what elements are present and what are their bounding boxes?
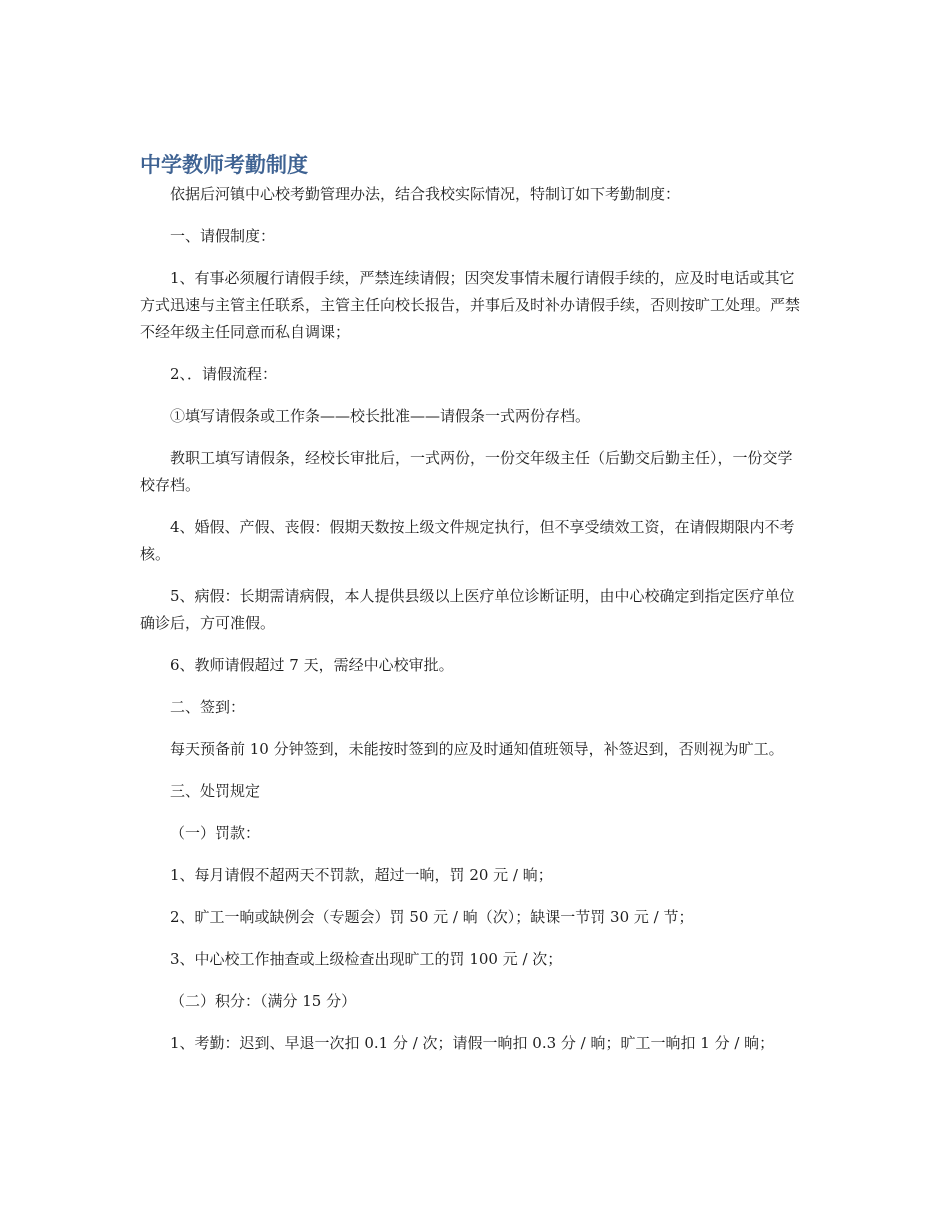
paragraph-leave-rule-5: 5、病假：长期需请病假，本人提供县级以上医疗单位诊断证明，由中心校确定到指定医疗单位确诊后，方可准假。 xyxy=(140,587,795,632)
paragraph-leave-note: 教职工填写请假条，经校长审批后，一式两份，一份交年级主任（后勤交后勤主任），一份交学校存档。 xyxy=(140,449,793,494)
section-heading-penalty: 三、处罚规定 xyxy=(170,782,261,800)
paragraph-intro: 依据后河镇中心校考勤管理办法，结合我校实际情况，特制订如下考勤制度： xyxy=(170,185,681,203)
paragraph-leave-rule-1: 1、有事必须履行请假手续，严禁连续请假；因突发事情未履行请假手续的，应及时电话或其它方式迅速与主管主任联系，主管主任向校长报告，并事后及时补办请假手续，否则按旷工处理。严禁不经年级主任同意而私自调课； xyxy=(140,269,801,341)
section-heading-signin: 二、签到： xyxy=(170,698,246,716)
document-body xyxy=(140,181,800,1072)
paragraph-leave-rule-4: 4、婚假、产假、丧假：假期天数按上级文件规定执行，但不享受绩效工资，在请假期限内不考核。 xyxy=(140,518,795,563)
paragraph-leave-rule-2: 2、．请假流程： xyxy=(170,365,278,383)
document-title: 中学教师考勤制度 xyxy=(140,153,308,177)
paragraph-leave-rule-6: 6、教师请假超过 7 天，需经中心校审批。 xyxy=(170,656,454,674)
paragraph-leave-process: ①填写请假条或工作条——校长批准——请假条一式两份存档。 xyxy=(170,407,591,425)
paragraph-fine-rule-2: 2、旷工一晌或缺例会（专题会）罚 50 元 / 晌（次）；缺课一节罚 30 元 / 节； xyxy=(170,908,694,926)
paragraph-fine-rule-1: 1、每月请假不超两天不罚款，超过一晌，罚 20 元 / 晌； xyxy=(170,866,553,884)
paragraph-fine-rule-3: 3、中心校工作抽查或上级检查出现旷工的罚 100 元 / 次； xyxy=(170,950,563,968)
subsection-heading-points: （二）积分：（满分 15 分） xyxy=(170,992,357,1010)
subsection-heading-fines: （一）罚款： xyxy=(170,824,261,842)
paragraph-signin-rule: 每天预备前 10 分钟签到，未能按时签到的应及时通知值班领导，补签迟到，否则视为旷工。 xyxy=(170,740,784,758)
section-heading-leave: 一、请假制度： xyxy=(170,227,276,245)
paragraph-points-rule-1: 1、考勤：迟到、早退一次扣 0.1 分 / 次；请假一晌扣 0.3 分 / 晌；旷工一晌扣 1 分 / 晌； xyxy=(170,1034,775,1052)
